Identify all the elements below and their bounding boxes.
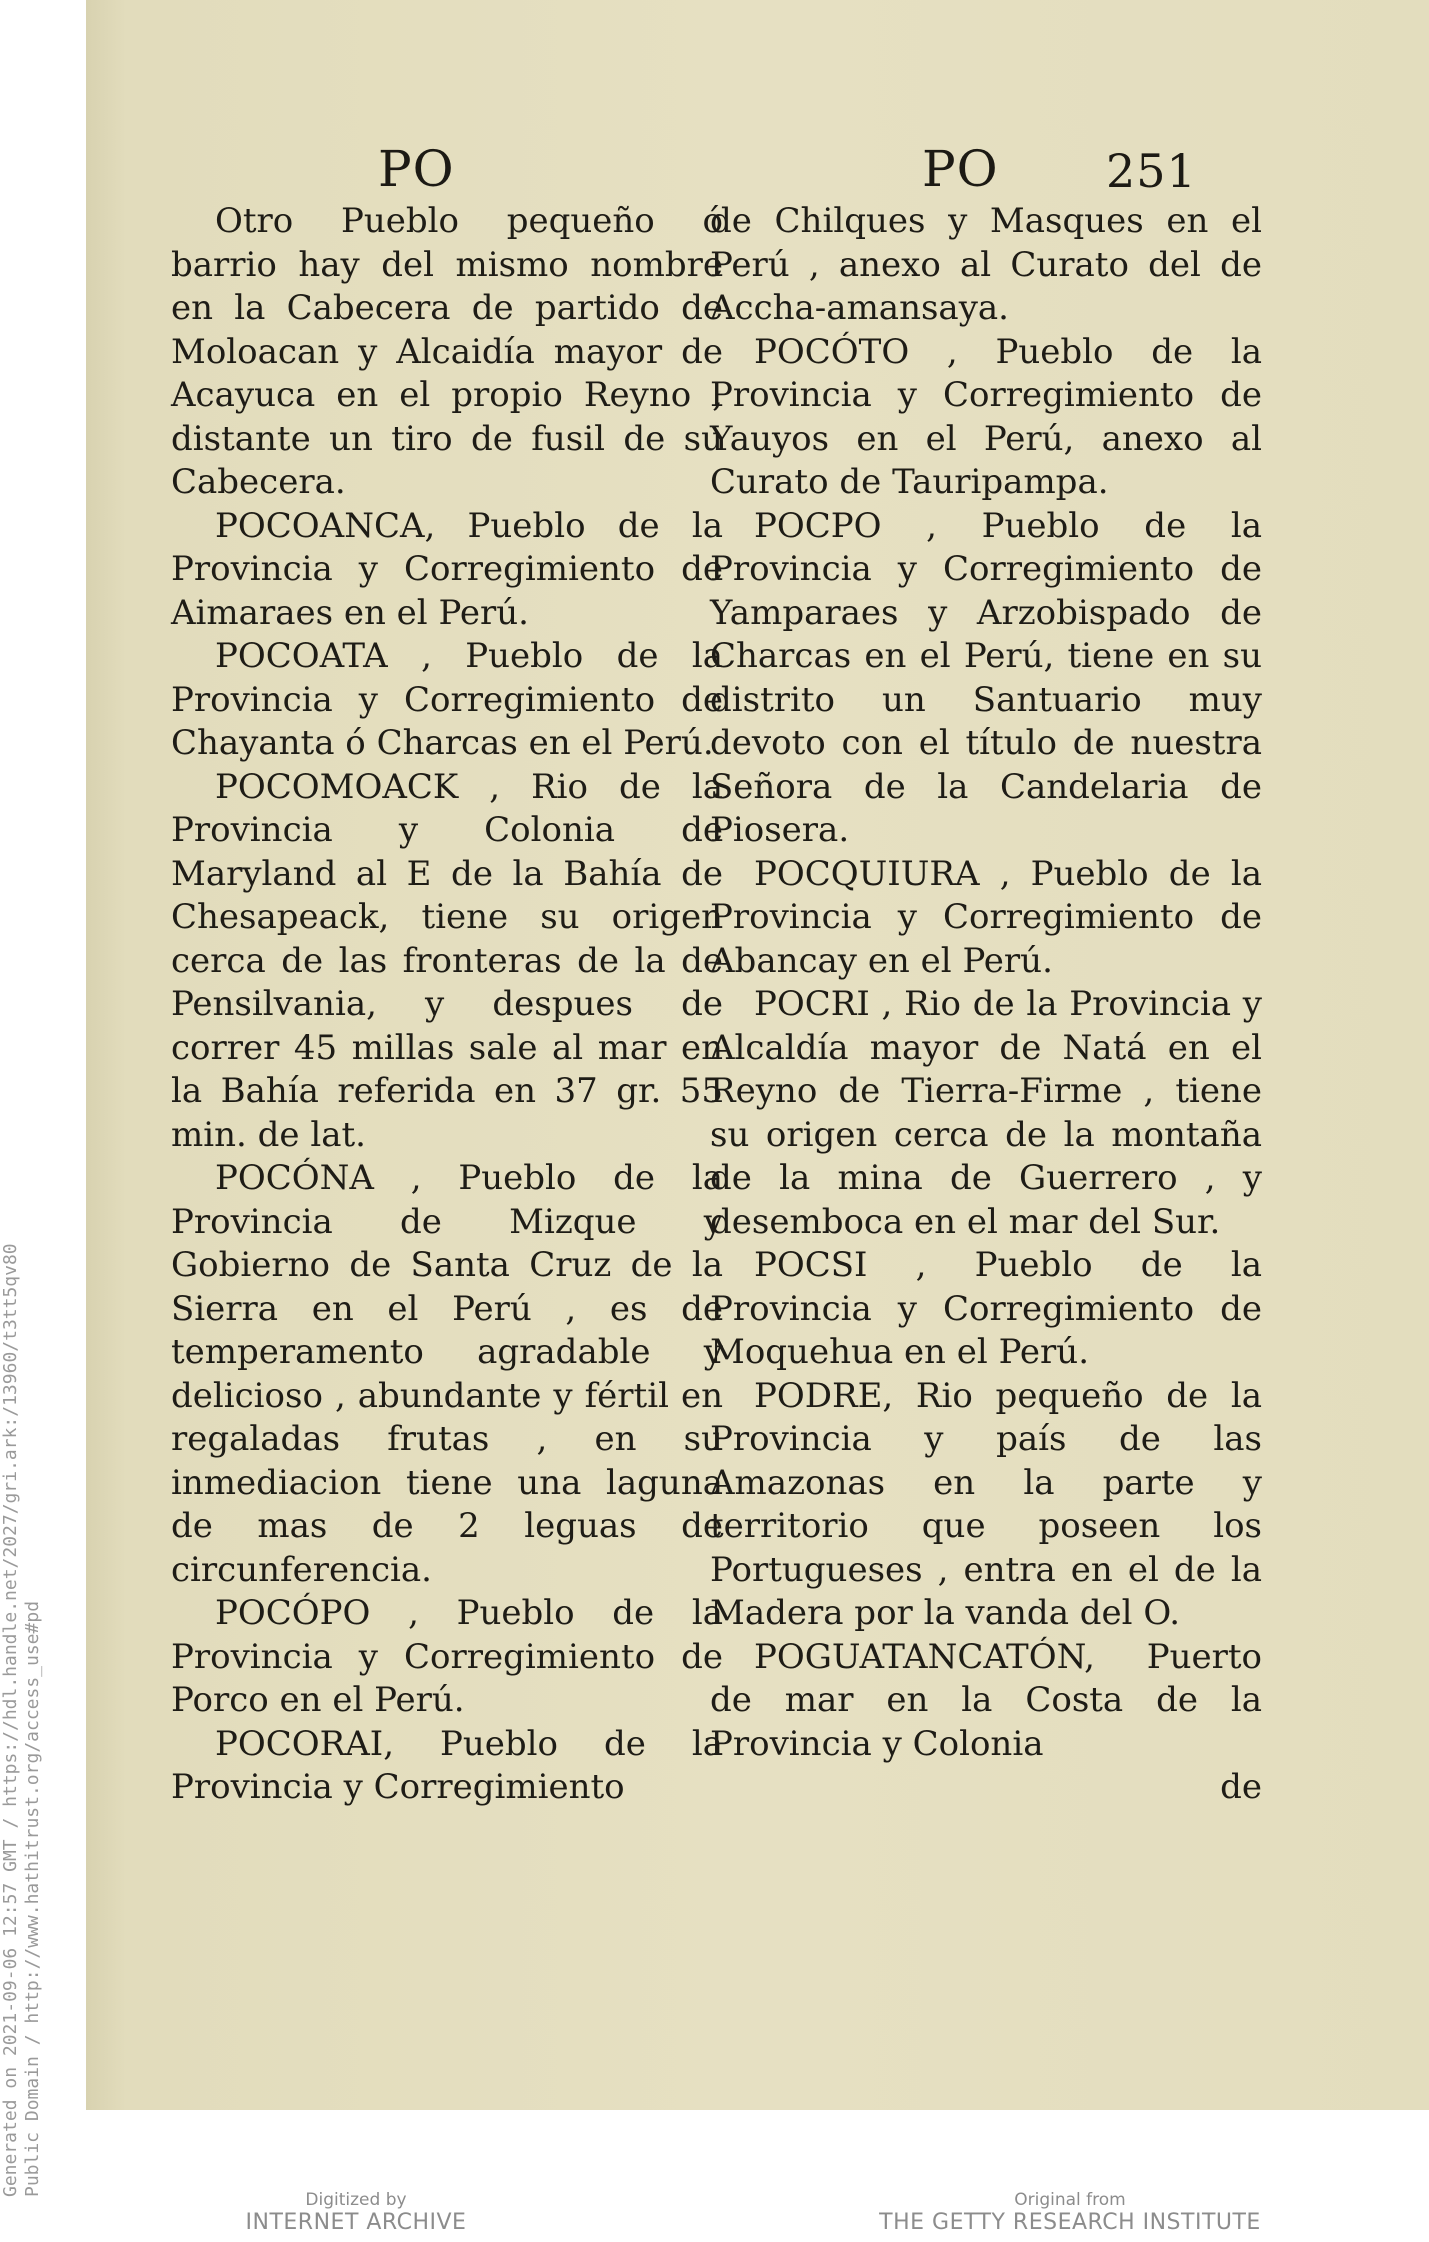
entry: PODRE, Rio pequeño de la Provincia y país de las Amazonas en la parte y territorio que poseen los Portugueses , entra en el de la Madera por la vanda del O. — [710, 1375, 1262, 1633]
hathitrust-side-note — [0, 1007, 50, 2197]
entry: POCSI , Pueblo de la Provincia y Corregimiento de Moquehua en el Perú. — [710, 1245, 1262, 1372]
credit-label: Original from — [1014, 2190, 1126, 2210]
left-running-head: PO — [378, 140, 455, 198]
side-note-line: Public Domain / http://www.hathitrust.org/access_use#pd — [22, 1600, 43, 2197]
entry: POCÓNA , Pueblo de la Provincia de Mizque y Gobierno de Santa Cruz de la Sierra en el Perú , es de temperamento agradable y delicioso , abundante y fértil en regaladas frutas , en su inmediacion tiene una laguna de mas de 2 leguas de circunferencia. — [171, 1158, 723, 1590]
digitized-by-credit — [186, 2190, 526, 2235]
internet-archive-label: INTERNET ARCHIVE — [245, 2210, 467, 2235]
credit-label: Digitized by — [305, 2190, 407, 2210]
original-from-credit — [860, 2190, 1280, 2235]
getty-label: THE GETTY RESEARCH INSTITUTE — [879, 2210, 1261, 2235]
entry: POCQUIURA , Pueblo de la Provincia y Corregimiento de Abancay en el Perú. — [710, 853, 1262, 981]
entry: POCOMOACK , Rio de la Provincia y Colonia de Maryland al E de la Bahía de Chesapeack, tiene su origen cerca de las fronteras de la de Pensilvania, y despues de correr 45 millas sale al mar en la Bahía referida en 37 gr. 55 min. de lat. — [171, 766, 723, 1155]
entry: POCORAI, Pueblo de la Provincia y Corregimiento — [171, 1723, 723, 1807]
entry: POCÓPO , Pueblo de la Provincia y Corregimiento de Porco en el Perú. — [171, 1593, 723, 1720]
scanned-page — [86, 0, 1429, 2110]
entry: POGUATANCATÓN, Puerto de mar en la Costa de la Provincia y Colonia — [710, 1636, 1262, 1764]
entry: POCOANCA, Pueblo de la Provincia y Corregimiento de Aimaraes en el Perú. — [171, 505, 723, 633]
catchword: de — [1220, 1767, 1262, 1807]
left-column — [171, 200, 723, 1810]
entry: Otro Pueblo pequeño ó barrio hay del mismo nombre en la Cabecera de partido de Moloacan y Alcaidía mayor de Acayuca en el propio Reyno , distante un tiro de fusil de su Cabecera. — [171, 201, 723, 502]
right-column — [710, 200, 1262, 1810]
page-number: 251 — [1106, 144, 1197, 198]
side-note-line: Generated on 2021-09-06 12:57 GMT / https://hdl.handle.net/2027/gri.ark:/13960/t3tt5qv80 — [0, 1243, 21, 2197]
entry: POCÓTO , Pueblo de la Provincia y Corregimiento de Yauyos en el Perú, anexo al Curato de Tauripampa. — [710, 331, 1262, 502]
continuation-text: de Chilques y Masques en el Perú , anexo al Curato del de Accha-amansaya. — [710, 201, 1262, 328]
entry: POCPO , Pueblo de la Provincia y Corregimiento de Yamparaes y Arzobispado de Charcas en el Perú, tiene en su distrito un Santuario muy devoto con el título de nuestra Señora de la Candelaria de Piosera. — [710, 505, 1262, 850]
entry: POCRI , Rio de la Provincia y Alcaldía mayor de Natá en el Reyno de Tierra-Firme , tiene su origen cerca de la montaña de la mina de Guerrero , y desemboca en el mar del Sur. — [710, 984, 1262, 1242]
entry: POCOATA , Pueblo de la Provincia y Corregimiento de Chayanta ó Charcas en el Perú. — [171, 636, 723, 763]
right-running-head: PO — [922, 140, 999, 198]
